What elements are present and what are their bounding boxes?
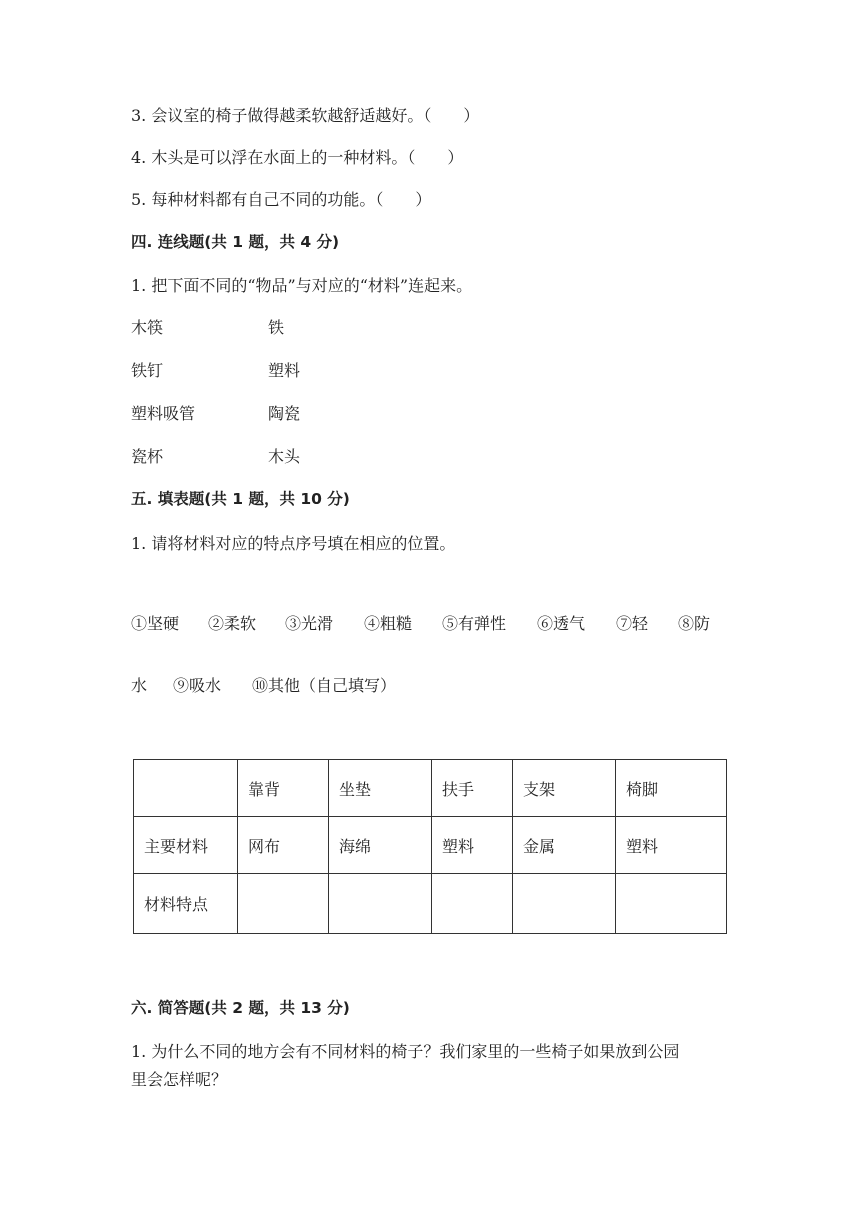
table-answer-cell[interactable] bbox=[329, 874, 432, 934]
table-cell: 网布 bbox=[238, 817, 329, 874]
feature-option: ⑨吸水 bbox=[173, 676, 222, 695]
short-answer-question-line-1: 1. 为什么不同的地方会有不同材料的椅子？我们家里的一些椅子如果放到公园 bbox=[131, 1042, 680, 1061]
table-header-cell: 支架 bbox=[513, 760, 616, 817]
table-answer-cell[interactable] bbox=[513, 874, 616, 934]
table-answer-cell[interactable] bbox=[616, 874, 727, 934]
table-fill-question: 1. 请将材料对应的特点序号填在相应的位置。 bbox=[131, 534, 456, 553]
matching-item-left: 铁钉 bbox=[131, 361, 164, 380]
feature-option: ②柔软 bbox=[208, 614, 257, 633]
feature-option: ⑧防 bbox=[678, 614, 711, 633]
feature-option: ③光滑 bbox=[285, 614, 334, 633]
table-header-cell: 扶手 bbox=[432, 760, 513, 817]
table-header-cell: 坐垫 bbox=[329, 760, 432, 817]
feature-option: ①坚硬 bbox=[131, 614, 180, 633]
matching-question: 1. 把下面不同的“物品”与对应的“材料”连起来。 bbox=[131, 276, 473, 295]
matching-item-right: 陶瓷 bbox=[268, 404, 301, 423]
short-answer-question-line-2: 里会怎样呢？ bbox=[131, 1070, 228, 1089]
chair-material-table bbox=[133, 759, 727, 934]
feature-option: ⑥透气 bbox=[537, 614, 586, 633]
matching-item-left: 木筷 bbox=[131, 318, 164, 337]
table-row-label: 材料特点 bbox=[134, 874, 238, 934]
judgment-item-5: 5. 每种材料都有自己不同的功能。（ ） bbox=[131, 190, 432, 209]
table-header-cell: 椅脚 bbox=[616, 760, 727, 817]
table-header-cell: 靠背 bbox=[238, 760, 329, 817]
table-answer-cell[interactable] bbox=[432, 874, 513, 934]
table-cell: 塑料 bbox=[432, 817, 513, 874]
feature-option: ⑦轻 bbox=[616, 614, 649, 633]
section-heading-short-answer: 六. 简答题(共 2 题，共 13 分) bbox=[131, 999, 350, 1017]
section-heading-matching: 四. 连线题(共 1 题，共 4 分) bbox=[131, 233, 340, 251]
matching-item-left: 瓷杯 bbox=[131, 447, 164, 466]
table-header-row bbox=[134, 760, 727, 817]
section-heading-table-fill: 五. 填表题(共 1 题，共 10 分) bbox=[131, 490, 350, 508]
table-row-label: 主要材料 bbox=[134, 817, 238, 874]
matching-item-right: 木头 bbox=[268, 447, 301, 466]
feature-option: ④粗糙 bbox=[364, 614, 413, 633]
table-row bbox=[134, 874, 727, 934]
matching-item-left: 塑料吸管 bbox=[131, 404, 196, 423]
judgment-item-3: 3. 会议室的椅子做得越柔软越舒适越好。（ ） bbox=[131, 106, 480, 125]
table-cell: 海绵 bbox=[329, 817, 432, 874]
table-answer-cell[interactable] bbox=[238, 874, 329, 934]
matching-item-right: 塑料 bbox=[268, 361, 301, 380]
table-cell: 金属 bbox=[513, 817, 616, 874]
feature-option: 水 bbox=[131, 676, 148, 695]
matching-item-right: 铁 bbox=[268, 318, 285, 337]
judgment-item-4: 4. 木头是可以浮在水面上的一种材料。（ ） bbox=[131, 148, 464, 167]
table-cell: 塑料 bbox=[616, 817, 727, 874]
table-row bbox=[134, 817, 727, 874]
feature-option: ⑩其他（自己填写） bbox=[252, 676, 397, 695]
feature-option: ⑤有弹性 bbox=[442, 614, 507, 633]
table-cell bbox=[134, 760, 238, 817]
